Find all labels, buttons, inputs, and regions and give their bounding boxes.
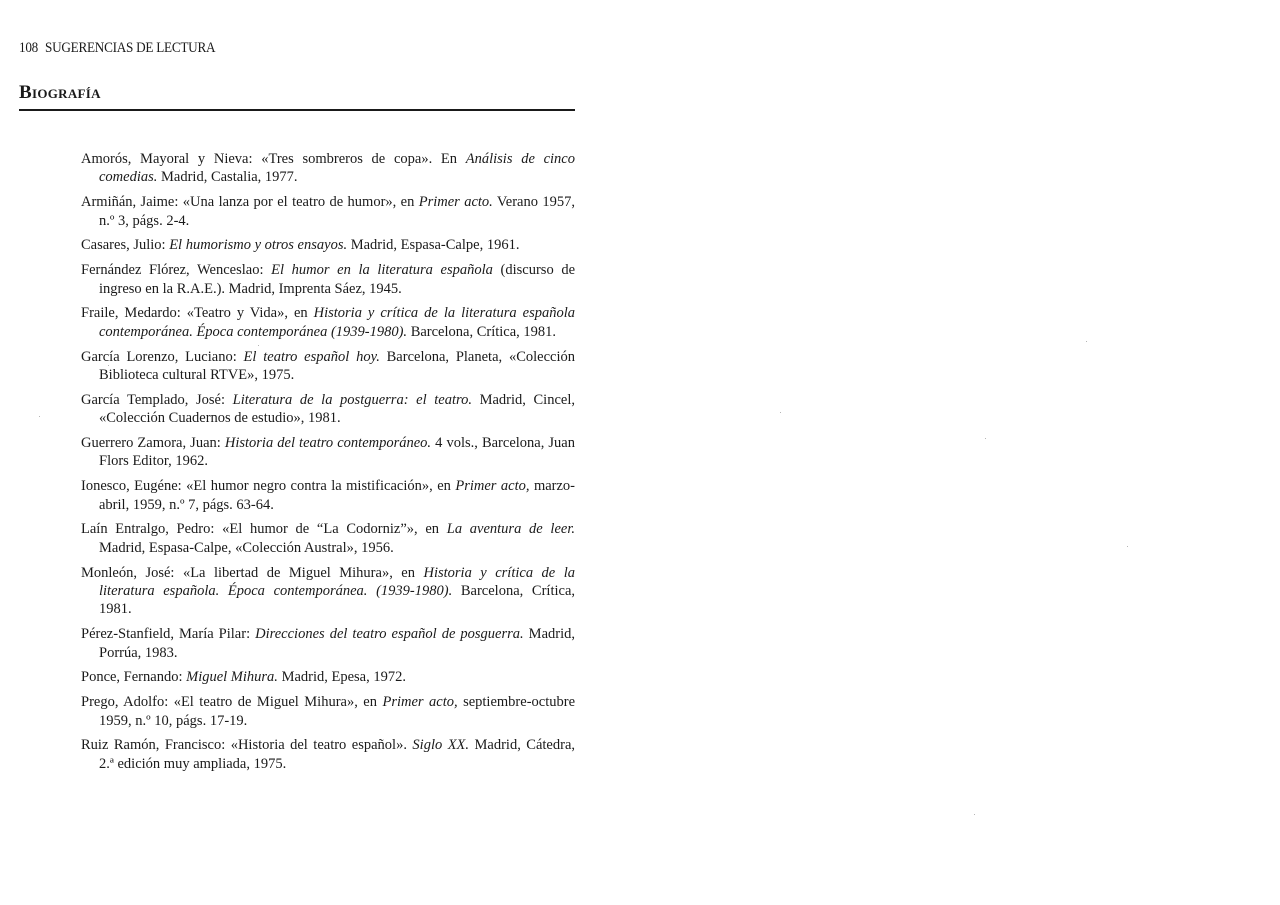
entry-title-italic: Análisis de cinco comedias.	[99, 151, 575, 186]
bibliography-entry	[81, 564, 575, 619]
scan-speck	[974, 814, 975, 815]
scan-speck	[258, 345, 259, 346]
scan-speck	[985, 438, 986, 439]
entry-text: Ionesco, Eugéne: «El humor negro contra la mistificación», en	[81, 478, 456, 495]
running-head-section: SUGERENCIAS DE LECTURA	[45, 40, 216, 56]
entry-text: Barcelona, Planeta, «Colección Biblioteca cultural RTVE», 1975.	[99, 348, 575, 384]
scan-speck	[108, 365, 109, 366]
entry-title-italic: El humor en la literatura española	[271, 262, 493, 279]
entry-title-italic: Historia y crítica de la literatura española. Época contemporánea. (1939-1980).	[99, 564, 575, 600]
bibliography-entry	[81, 193, 575, 230]
bibliography-entry	[81, 304, 575, 341]
entry-text: Madrid, Castalia, 1977.	[157, 169, 298, 186]
entry-title-italic: Miguel Mihura.	[186, 669, 278, 686]
entry-text: Verano 1957, n.º 3, págs. 2-4.	[99, 194, 576, 229]
entry-text: Fernández Flórez, Wenceslao:	[81, 262, 272, 279]
entry-text: Madrid, Espasa-Calpe, «Colección Austral», 1956.	[99, 539, 394, 556]
running-head	[19, 40, 215, 57]
entry-text: Laín Entralgo, Pedro: «El humor de “La Codorniz”», en	[81, 521, 447, 538]
bibliography-entry	[81, 520, 575, 557]
entry-text: García Lorenzo, Luciano:	[81, 348, 244, 365]
bibliography-entry	[81, 261, 575, 298]
entry-text: Madrid, Cátedra, 2.ª edición muy ampliada, 1975.	[99, 737, 575, 772]
entry-title-italic: Historia y crítica de la literatura española contemporánea. Época contemporánea (1939-1980).	[99, 305, 575, 340]
entry-title-italic: Primer acto,	[455, 478, 530, 495]
entry-text: Ruiz Ramón, Francisco: «Historia del teatro español».	[81, 737, 413, 754]
bibliography-entry	[81, 150, 575, 187]
entry-title-italic: El teatro español hoy.	[243, 348, 380, 365]
page-number: 108	[19, 40, 39, 56]
entry-text: Guerrero Zamora, Juan:	[81, 435, 225, 452]
entry-text: Prego, Adolfo: «El teatro de Miguel Mihura», en	[81, 694, 383, 711]
scan-speck	[1086, 341, 1087, 342]
entry-title-italic: Primer acto.	[418, 194, 493, 211]
section-rule	[19, 109, 575, 111]
entry-text: Madrid, Espasa-Calpe, 1961.	[347, 237, 520, 254]
bibliography-entry	[81, 668, 575, 686]
bibliography-entry	[81, 434, 575, 471]
entry-title-italic: El humorismo y otros ensayos.	[169, 237, 348, 254]
bibliography-entry	[81, 625, 575, 662]
entry-text: García Templado, José:	[81, 391, 233, 408]
entry-text: (discurso de ingreso en la R.A.E.). Madrid, Imprenta Sáez, 1945.	[99, 262, 576, 297]
entry-title-italic: La aventura de leer.	[446, 521, 575, 538]
bibliography-entry	[81, 736, 575, 773]
entry-text: Monleón, José: «La libertad de Miguel Mihura», en	[81, 564, 424, 581]
entry-title-italic: Historia del teatro contemporáneo.	[224, 435, 432, 452]
scan-speck	[780, 412, 781, 413]
scan-speck	[39, 416, 40, 417]
entry-text: Madrid, Epesa, 1972.	[277, 669, 406, 686]
entry-text: Pérez-Stanfield, María Pilar:	[81, 626, 256, 643]
entry-text: Armiñán, Jaime: «Una lanza por el teatro de humor», en	[81, 194, 419, 211]
entry-text: Barcelona, Crítica, 1981.	[99, 583, 576, 618]
entry-text: Amorós, Mayoral y Nieva: «Tres sombreros de copa». En	[81, 151, 466, 167]
bibliography-entry	[81, 236, 575, 254]
entry-text: Barcelona, Crítica, 1981.	[407, 323, 557, 340]
entry-title-italic: Direcciones del teatro español de posguerra.	[255, 626, 524, 643]
scan-speck	[1127, 546, 1128, 547]
entry-text: 4 vols., Barcelona, Juan Flors Editor, 1962.	[99, 435, 575, 470]
bibliography-entry	[81, 391, 575, 428]
entry-text: septiembre-octubre 1959, n.º 10, págs. 17-19.	[99, 694, 575, 729]
entry-text: Casares, Julio:	[81, 237, 170, 254]
bibliography-entry	[81, 693, 575, 730]
section-title: Biografía	[19, 82, 101, 103]
entry-title-italic: Literatura de la postguerra: el teatro.	[232, 391, 472, 408]
bibliography-list	[81, 150, 575, 780]
entry-text: Madrid, Porrúa, 1983.	[99, 626, 575, 661]
entry-text: Ponce, Fernando:	[81, 669, 187, 686]
entry-title-italic: Primer acto,	[382, 694, 458, 711]
entry-text: marzo-abril, 1959, n.º 7, págs. 63-64.	[99, 478, 576, 513]
entry-text: Fraile, Medardo: «Teatro y Vida», en	[81, 305, 314, 322]
entry-text: Madrid, Cincel, «Colección Cuadernos de estudio», 1981.	[99, 391, 575, 427]
entry-title-italic: Siglo XX.	[412, 737, 470, 754]
bibliography-entry	[81, 348, 575, 385]
bibliography-entry	[81, 477, 575, 514]
